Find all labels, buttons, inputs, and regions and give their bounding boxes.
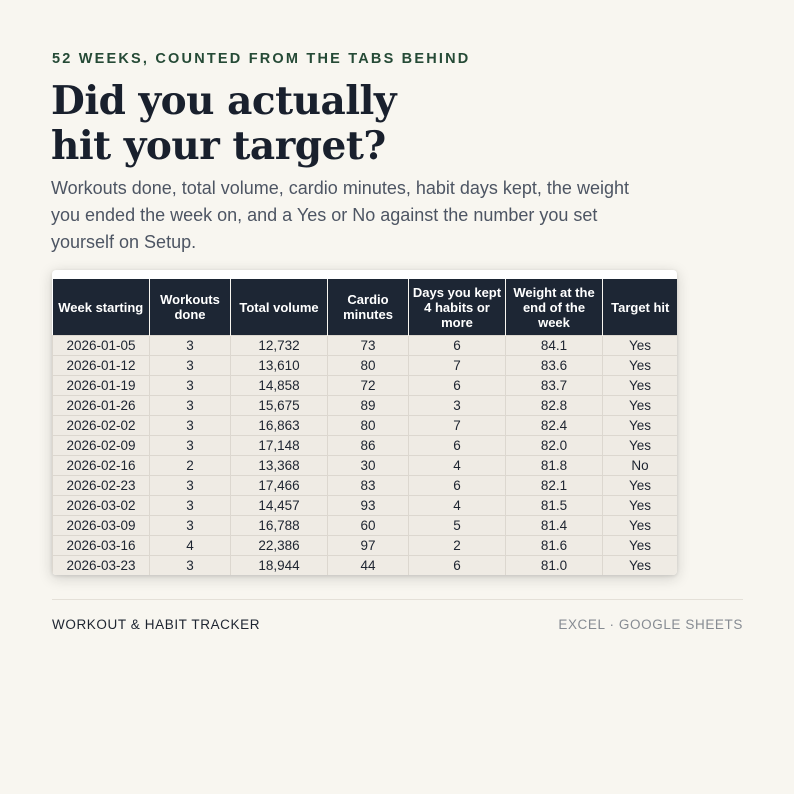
cell-workouts-done: 3 [150,336,231,356]
cell-total-volume: 12,732 [231,336,328,356]
cell-week-starting: 2026-02-02 [53,416,150,436]
cell-total-volume: 17,466 [231,476,328,496]
cell-workouts-done: 3 [150,516,231,536]
cell-habit-days: 6 [409,376,506,396]
table-row [53,536,678,556]
cell-weight: 82.8 [506,396,603,416]
spreadsheet-viewport [52,279,677,575]
table-row [53,396,678,416]
column-header-week-starting: Week starting [53,279,150,336]
table-row [53,436,678,456]
cell-week-starting: 2026-01-05 [53,336,150,356]
column-header-weight: Weight at the end of the week [506,279,603,336]
cell-habit-days: 4 [409,456,506,476]
eyebrow-label: 52 WEEKS, COUNTED FROM THE TABS BEHIND [52,51,471,67]
cell-target-hit: Yes [603,376,678,396]
cell-cardio-minutes: 73 [328,336,409,356]
cell-weight: 81.6 [506,536,603,556]
cell-cardio-minutes: 80 [328,416,409,436]
cell-cardio-minutes: 97 [328,536,409,556]
column-header-target-hit: Target hit [603,279,678,336]
cell-weight: 82.4 [506,416,603,436]
cell-target-hit: No [603,456,678,476]
headline-line-1: Did you actually [51,78,397,124]
cell-habit-days: 6 [409,556,506,576]
table-header-row [53,279,678,336]
cell-target-hit: Yes [603,396,678,416]
cell-total-volume: 18,944 [231,556,328,576]
cell-workouts-done: 3 [150,556,231,576]
cell-weight: 81.8 [506,456,603,476]
cell-cardio-minutes: 83 [328,476,409,496]
column-header-total-volume: Total volume [231,279,328,336]
cell-habit-days: 6 [409,336,506,356]
cell-total-volume: 13,368 [231,456,328,476]
headline [51,79,396,169]
table-row [53,356,678,376]
column-header-cardio-minutes: Cardio minutes [328,279,409,336]
cell-week-starting: 2026-03-23 [53,556,150,576]
cell-target-hit: Yes [603,416,678,436]
cell-workouts-done: 2 [150,456,231,476]
cell-cardio-minutes: 89 [328,396,409,416]
cell-week-starting: 2026-03-09 [53,516,150,536]
cell-cardio-minutes: 93 [328,496,409,516]
cell-workouts-done: 3 [150,476,231,496]
cell-total-volume: 22,386 [231,536,328,556]
table-row [53,336,678,356]
cell-week-starting: 2026-03-02 [53,496,150,516]
cell-workouts-done: 3 [150,376,231,396]
table-body [53,336,678,576]
cell-target-hit: Yes [603,516,678,536]
cell-total-volume: 16,788 [231,516,328,536]
cell-weight: 81.4 [506,516,603,536]
cell-total-volume: 17,148 [231,436,328,456]
description-line-3: yourself on Setup. [51,232,197,252]
cell-target-hit: Yes [603,476,678,496]
cell-workouts-done: 4 [150,536,231,556]
cell-cardio-minutes: 60 [328,516,409,536]
cell-week-starting: 2026-01-19 [53,376,150,396]
cell-target-hit: Yes [603,436,678,456]
cell-total-volume: 16,863 [231,416,328,436]
cell-weight: 83.7 [506,376,603,396]
cell-weight: 82.0 [506,436,603,456]
cell-cardio-minutes: 72 [328,376,409,396]
cell-cardio-minutes: 30 [328,456,409,476]
cell-target-hit: Yes [603,556,678,576]
cell-cardio-minutes: 86 [328,436,409,456]
description-line-1: Workouts done, total volume, cardio minutes, habit days kept, the weight [51,178,629,198]
cell-week-starting: 2026-02-09 [53,436,150,456]
cell-habit-days: 6 [409,476,506,496]
cell-habit-days: 5 [409,516,506,536]
cell-week-starting: 2026-01-12 [53,356,150,376]
cell-workouts-done: 3 [150,496,231,516]
product-name: WORKOUT & HABIT TRACKER [52,617,261,632]
cell-workouts-done: 3 [150,356,231,376]
table-row [53,516,678,536]
spreadsheet-preview [52,270,677,575]
cell-weight: 82.1 [506,476,603,496]
description [51,175,711,256]
weekly-summary-table [52,279,677,575]
column-header-workouts-done: Workouts done [150,279,231,336]
cell-cardio-minutes: 80 [328,356,409,376]
cell-habit-days: 2 [409,536,506,556]
cell-target-hit: Yes [603,496,678,516]
footer-divider [52,599,743,600]
cell-weight: 81.5 [506,496,603,516]
cell-week-starting: 2026-01-26 [53,396,150,416]
table-row [53,376,678,396]
cell-workouts-done: 3 [150,436,231,456]
description-line-2: you ended the week on, and a Yes or No against the number you set [51,205,598,225]
table-row [53,416,678,436]
cell-total-volume: 14,457 [231,496,328,516]
cell-workouts-done: 3 [150,396,231,416]
cell-total-volume: 13,610 [231,356,328,376]
cell-workouts-done: 3 [150,416,231,436]
cell-weight: 83.6 [506,356,603,376]
table-row [53,456,678,476]
cell-target-hit: Yes [603,336,678,356]
cell-target-hit: Yes [603,356,678,376]
cell-total-volume: 14,858 [231,376,328,396]
cell-habit-days: 4 [409,496,506,516]
cell-habit-days: 7 [409,416,506,436]
table-row [53,496,678,516]
cell-target-hit: Yes [603,536,678,556]
cell-total-volume: 15,675 [231,396,328,416]
platform-label: EXCEL · GOOGLE SHEETS [558,617,743,632]
cell-week-starting: 2026-02-23 [53,476,150,496]
table-row [53,476,678,496]
cell-week-starting: 2026-03-16 [53,536,150,556]
cell-habit-days: 7 [409,356,506,376]
column-header-habit-days: Days you kept 4 habits or more [409,279,506,336]
headline-line-2: hit your target? [51,123,386,169]
cell-weight: 84.1 [506,336,603,356]
cell-habit-days: 3 [409,396,506,416]
cell-habit-days: 6 [409,436,506,456]
cell-weight: 81.0 [506,556,603,576]
table-row [53,556,678,576]
cell-week-starting: 2026-02-16 [53,456,150,476]
cell-cardio-minutes: 44 [328,556,409,576]
